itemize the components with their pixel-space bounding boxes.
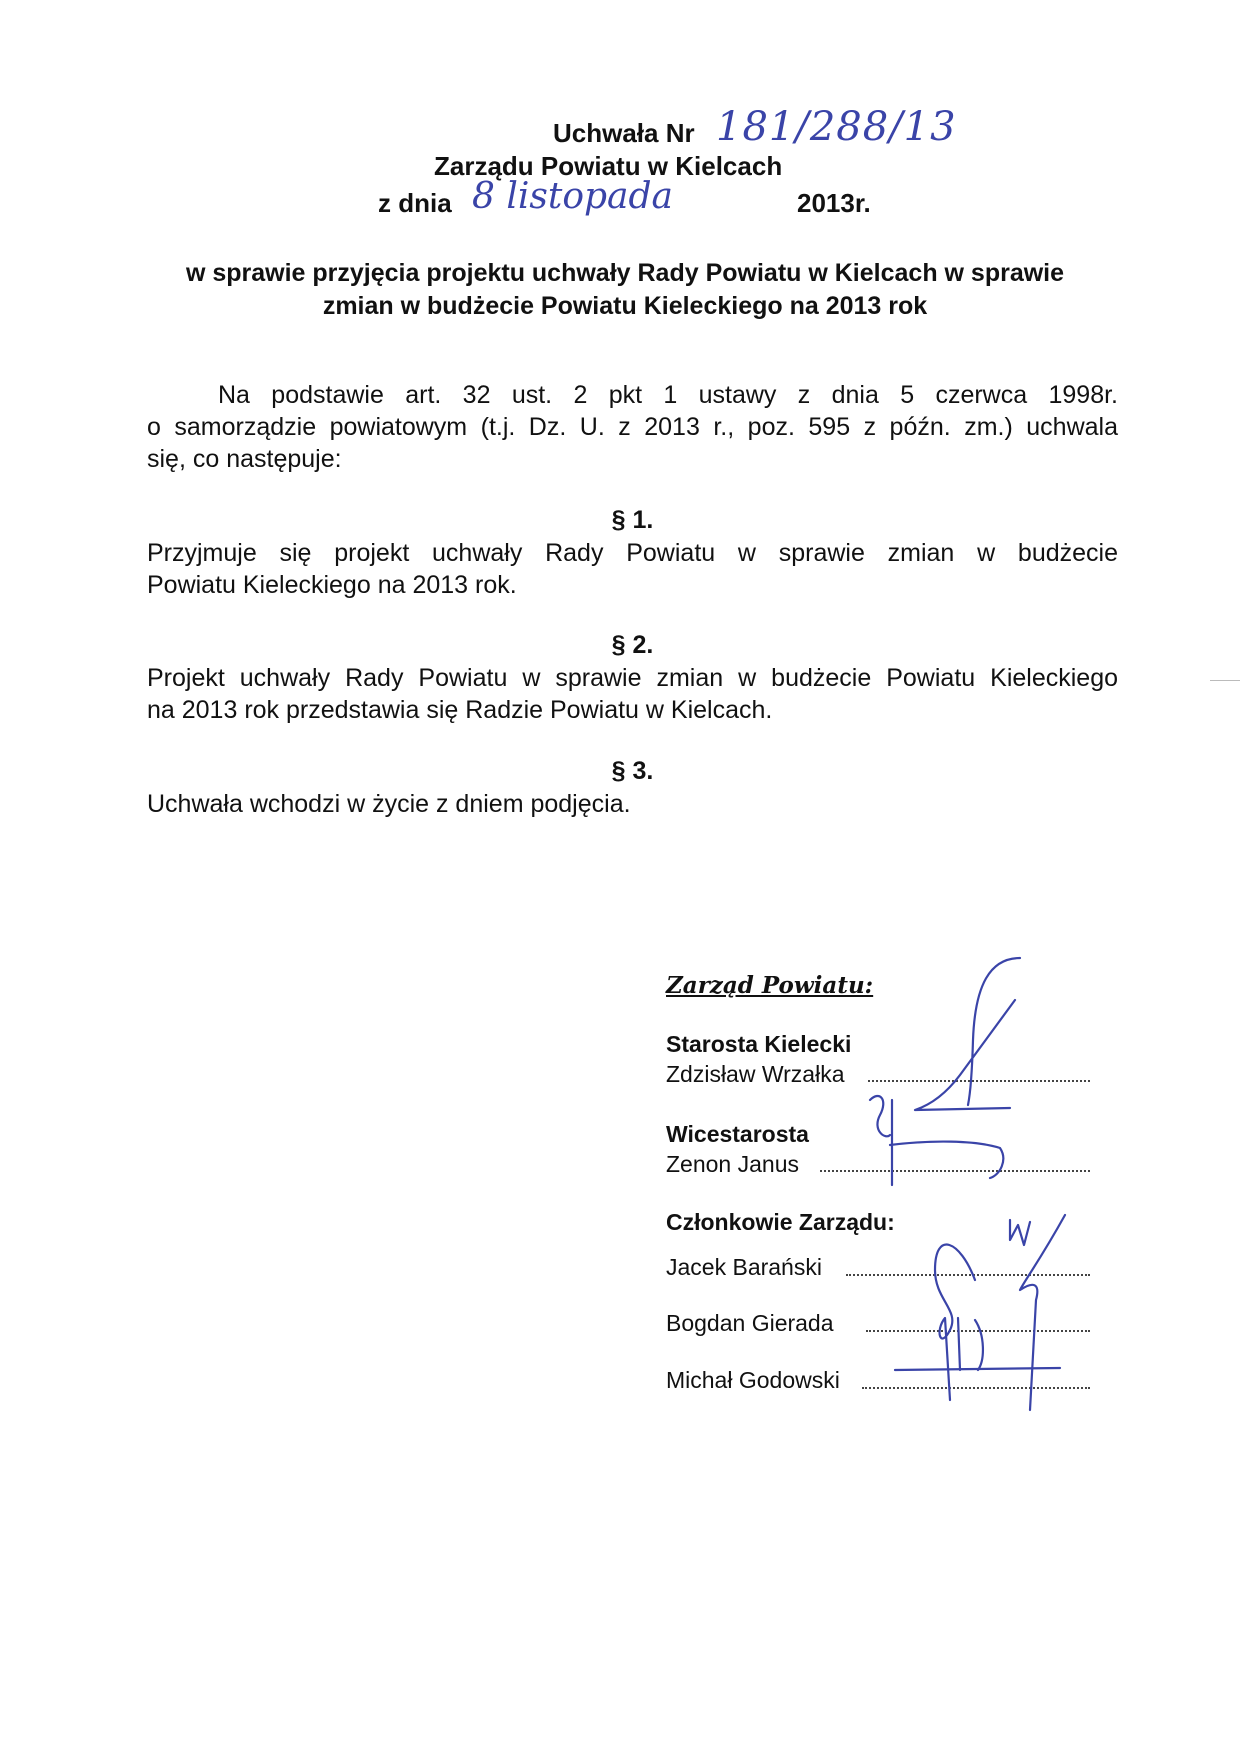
member-signature-line	[846, 1274, 1090, 1276]
section-heading: § 2.	[611, 631, 654, 659]
section-line: Przyjmuje się projekt uchwały Rady Powiatu w sprawie zmian w budżecie	[147, 539, 1118, 567]
preamble-line: o samorządzie powiatowym (t.j. Dz. U. z 2013 r., poz. 595 z późn. zm.) uchwala	[147, 413, 1118, 441]
section-body	[147, 788, 1118, 820]
section-body	[147, 537, 1118, 601]
date-year: 2013r.	[797, 188, 871, 218]
board-title: Zarząd Powiatu:	[666, 972, 874, 999]
resolution-number-handwritten: 181/288/13	[716, 104, 957, 150]
section-heading: § 1.	[611, 506, 654, 534]
member-name: Bogdan Gierada	[666, 1310, 834, 1336]
section-body	[147, 662, 1118, 726]
starosta-title: Starosta Kielecki	[666, 1031, 852, 1057]
starosta-name: Zdzisław Wrzałka	[666, 1061, 845, 1087]
section-line: na 2013 rok przedstawia się Radzie Powiatu w Kielcach.	[147, 696, 773, 724]
date-prefix: z dnia	[378, 188, 452, 218]
resolution-title	[553, 118, 695, 149]
subject-title	[140, 257, 1110, 323]
starosta-signature-line	[868, 1080, 1090, 1082]
section-line: Projekt uchwały Rady Powiatu w sprawie zmian w budżecie Powiatu Kieleckiego	[147, 664, 1118, 692]
preamble-line: się, co następuje:	[147, 445, 342, 473]
signature-member-3	[895, 1368, 1060, 1370]
signature-starosta	[915, 958, 1020, 1110]
preamble	[147, 379, 1118, 475]
vice-signature-line	[820, 1170, 1090, 1172]
member-name: Jacek Barański	[666, 1254, 822, 1280]
signature-member-1	[1010, 1215, 1065, 1410]
preamble-line: Na podstawie art. 32 ust. 2 pkt 1 ustawy z dnia 5 czerwca 1998r.	[218, 381, 1118, 409]
scan-edge-mark	[1210, 680, 1240, 681]
signature-member-2	[935, 1245, 983, 1400]
section-line: Uchwała wchodzi w życie z dniem podjęcia.	[147, 790, 631, 818]
section-heading: § 3.	[611, 757, 654, 785]
resolution-title-prefix: Uchwała Nr	[553, 118, 695, 148]
subject-line: w sprawie przyjęcia projektu uchwały Rady Powiatu w Kielcach w sprawie	[185, 259, 1065, 287]
vice-title: Wicestarosta	[666, 1121, 809, 1147]
vice-name: Zenon Janus	[666, 1151, 799, 1177]
date-handwritten: 8 listopada	[472, 176, 674, 217]
member-name: Michał Godowski	[666, 1367, 840, 1393]
member-signature-line	[866, 1330, 1090, 1332]
issuing-organ: Zarządu Powiatu w Kielcach	[434, 151, 783, 181]
members-title: Członkowie Zarządu:	[666, 1209, 895, 1235]
section-line: Powiatu Kieleckiego na 2013 rok.	[147, 571, 517, 599]
member-signature-line	[862, 1387, 1090, 1389]
subject-line: zmian w budżecie Powiatu Kieleckiego na 2013 rok	[322, 292, 928, 320]
